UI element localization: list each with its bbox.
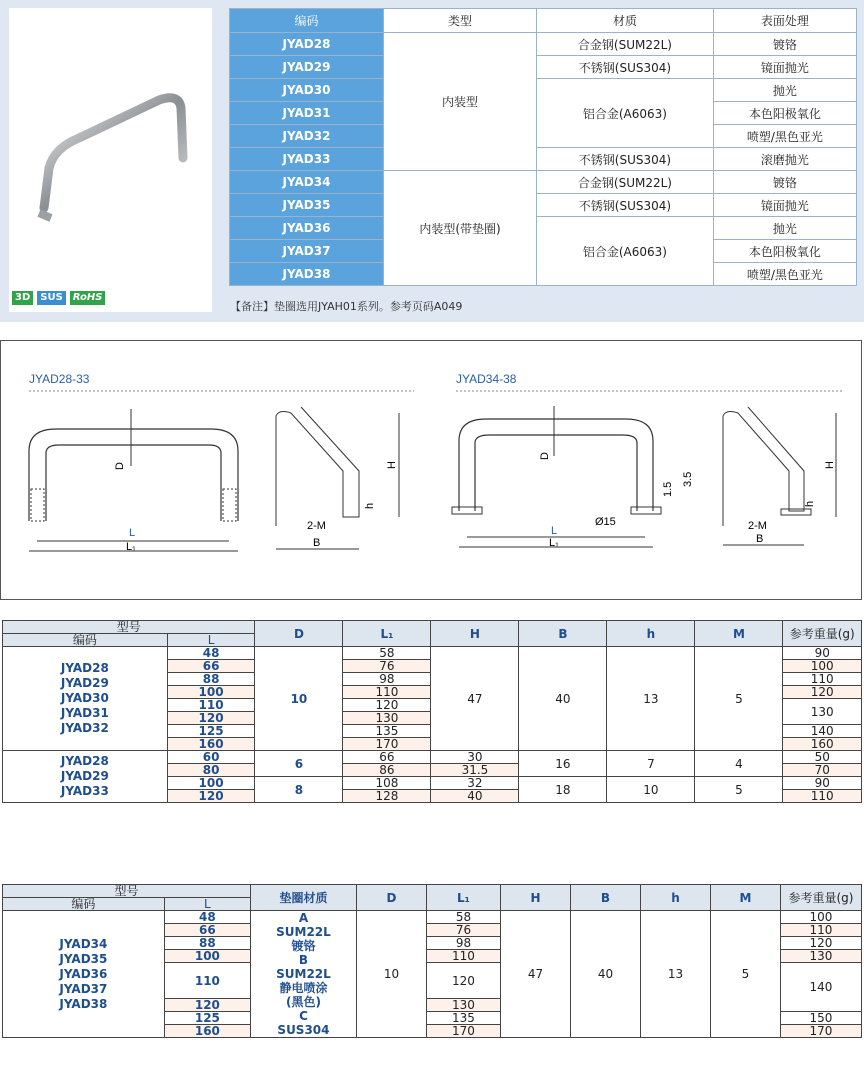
header-M: M <box>710 885 780 911</box>
material-cell: 不锈钢(SUS304) <box>537 148 714 171</box>
dim-3-5: 3.5 <box>682 471 694 487</box>
table-row <box>3 911 862 924</box>
L1-cell: 170 <box>343 738 431 751</box>
header-L: L <box>167 634 255 647</box>
weight-cell: 90 <box>783 647 862 660</box>
finish-cell: 抛光 <box>713 217 856 240</box>
D-cell: 10 <box>255 647 343 751</box>
finish-cell: 滚磨抛光 <box>713 148 856 171</box>
finish-cell: 喷塑/黑色亚光 <box>713 125 856 148</box>
code-cell[interactable]: JYAD29 <box>230 56 384 79</box>
header-h: h <box>640 885 710 911</box>
header-weight: 参考重量(g) <box>780 885 861 911</box>
weight-cell: 120 <box>783 686 862 699</box>
L-cell: 120 <box>167 712 255 725</box>
L1-cell: 128 <box>343 790 431 803</box>
L1-cell: 120 <box>343 699 431 712</box>
header-type: 类型 <box>384 9 537 33</box>
L-cell: 100 <box>164 950 250 963</box>
L1-cell: 120 <box>426 963 500 999</box>
code-cell[interactable]: JYAD33 <box>230 148 384 171</box>
L-cell: 48 <box>164 911 250 924</box>
finish-cell: 镜面抛光 <box>713 56 856 79</box>
badge-sus: SUS <box>37 291 66 305</box>
header-washer-material: 垫圈材质 <box>250 885 356 911</box>
H-cell: 31.5 <box>431 764 519 777</box>
finish-cell: 抛光 <box>713 79 856 102</box>
h-cell: 7 <box>607 751 695 777</box>
left-drawing-title: JYAD28-33 <box>29 372 90 386</box>
code-cell[interactable]: JYAD32 <box>230 125 384 148</box>
L-cell: 88 <box>164 937 250 950</box>
L1-cell: 130 <box>343 712 431 725</box>
dim-M-right: 2-M <box>748 520 767 532</box>
material-cell: 铝合金(A6063) <box>537 79 714 148</box>
weight-cell: 120 <box>780 937 861 950</box>
finish-cell: 镀铬 <box>713 33 856 56</box>
weight-cell: 150 <box>780 1012 861 1025</box>
weight-cell: 140 <box>783 725 862 738</box>
L-cell: 48 <box>167 647 255 660</box>
L-cell: 120 <box>167 790 255 803</box>
L-cell: 110 <box>164 963 250 999</box>
H-cell: 47 <box>500 911 570 1038</box>
L1-cell: 66 <box>343 751 431 764</box>
L-cell: 66 <box>164 924 250 937</box>
header-code: 编码 <box>3 634 168 647</box>
L1-cell: 108 <box>343 777 431 790</box>
code-group-2: JYAD28 JYAD29 JYAD33 <box>3 751 168 803</box>
product-photo <box>9 8 212 312</box>
material-cell: 不锈钢(SUS304) <box>537 194 714 217</box>
header-D: D <box>356 885 426 911</box>
dim-L-right: L <box>551 525 558 537</box>
badge-row <box>12 291 105 305</box>
material-cell: 合金钢(SUM22L) <box>537 33 714 56</box>
type-cell: 内装型 <box>384 33 537 171</box>
M-cell: 5 <box>710 911 780 1038</box>
L-cell: 66 <box>167 660 255 673</box>
table-row <box>230 217 857 240</box>
drawing-svg <box>1 341 863 601</box>
code-group-3: JYAD34 JYAD35 JYAD36 JYAD37 JYAD38 <box>3 911 165 1038</box>
L-cell: 120 <box>164 999 250 1012</box>
weight-cell: 110 <box>780 924 861 937</box>
L-cell: 160 <box>164 1025 250 1038</box>
header-finish: 表面处理 <box>713 9 856 33</box>
dim-D-left: D <box>114 462 126 470</box>
L1-cell: 130 <box>426 999 500 1012</box>
dim-L-left: L <box>129 527 136 539</box>
header-code: 编码 <box>3 898 165 911</box>
M-cell: 4 <box>695 751 783 777</box>
dim-L1-right: L₁ <box>549 537 559 549</box>
header-L1: L₁ <box>426 885 500 911</box>
weight-cell: 90 <box>783 777 862 790</box>
L-cell: 110 <box>167 699 255 712</box>
washer-material-cell: A SUM22L 镀铬 B SUM22L 静电喷涂 (黑色) C SUS304 <box>250 911 356 1038</box>
L1-cell: 58 <box>426 911 500 924</box>
weight-cell: 130 <box>780 950 861 963</box>
dim-d15: Ø15 <box>595 516 616 528</box>
material-cell: 合金钢(SUM22L) <box>537 171 714 194</box>
weight-cell: 100 <box>783 660 862 673</box>
L-cell: 100 <box>167 777 255 790</box>
table-row <box>230 148 857 171</box>
material-cell: 铝合金(A6063) <box>537 217 714 286</box>
code-cell[interactable]: JYAD36 <box>230 217 384 240</box>
header-H: H <box>431 621 519 647</box>
weight-cell: 160 <box>783 738 862 751</box>
H-cell: 40 <box>431 790 519 803</box>
header-model: 型号 <box>3 621 255 634</box>
product-header-panel <box>0 0 864 322</box>
h-cell: 10 <box>607 777 695 803</box>
weight-cell: 110 <box>783 790 862 803</box>
header-L1: L₁ <box>343 621 431 647</box>
table-row <box>3 751 862 764</box>
table-row <box>230 194 857 217</box>
dim-H-left: H <box>386 461 398 469</box>
code-cell[interactable]: JYAD28 <box>230 33 384 56</box>
header-M: M <box>695 621 783 647</box>
L1-cell: 110 <box>343 686 431 699</box>
header-model: 型号 <box>3 885 251 898</box>
dimension-table-2 <box>2 884 862 1038</box>
header-material: 材质 <box>537 9 714 33</box>
L1-cell: 170 <box>426 1025 500 1038</box>
table-row <box>230 56 857 79</box>
H-cell: 30 <box>431 751 519 764</box>
D-cell: 6 <box>255 751 343 777</box>
header-L: L <box>164 898 250 911</box>
L1-cell: 135 <box>426 1012 500 1025</box>
h-cell: 13 <box>640 911 710 1038</box>
finish-cell: 镀铬 <box>713 171 856 194</box>
code-cell[interactable]: JYAD35 <box>230 194 384 217</box>
B-cell: 16 <box>519 751 607 777</box>
material-cell: 不锈钢(SUS304) <box>537 56 714 79</box>
table-row <box>3 647 862 660</box>
badge-3d: 3D <box>12 291 33 305</box>
table-row <box>230 79 857 102</box>
L-cell: 80 <box>167 764 255 777</box>
L-cell: 125 <box>164 1012 250 1025</box>
L1-cell: 58 <box>343 647 431 660</box>
L1-cell: 135 <box>343 725 431 738</box>
D-cell: 10 <box>356 911 426 1038</box>
weight-cell: 50 <box>783 751 862 764</box>
H-cell: 47 <box>431 647 519 751</box>
dim-h-right: h <box>804 500 816 507</box>
M-cell: 5 <box>695 647 783 751</box>
header-code: 编码 <box>230 9 384 33</box>
footnote: 【备注】垫圈选用JYAH01系列。参考页码A049 <box>230 300 463 313</box>
table-header <box>230 9 857 33</box>
dimension-table-1 <box>2 620 862 803</box>
dim-H-right: H <box>824 461 836 469</box>
code-group-1: JYAD28 JYAD29 JYAD30 JYAD31 JYAD32 <box>3 647 168 751</box>
code-cell[interactable]: JYAD30 <box>230 79 384 102</box>
code-cell[interactable]: JYAD34 <box>230 171 384 194</box>
finish-cell: 本色阳极氧化 <box>713 102 856 125</box>
dim-L1-left: L₁ <box>126 541 136 553</box>
header-weight: 参考重量(g) <box>783 621 862 647</box>
selection-table <box>229 8 857 286</box>
L-cell: 125 <box>167 725 255 738</box>
L-cell: 60 <box>167 751 255 764</box>
weight-cell: 140 <box>780 963 861 1012</box>
header-B: B <box>570 885 640 911</box>
table-row <box>230 33 857 56</box>
D-cell: 8 <box>255 777 343 803</box>
type-cell: 内装型(带垫圈) <box>384 171 537 286</box>
dim-h-left: h <box>364 502 376 509</box>
header-h: h <box>607 621 695 647</box>
handle-image <box>9 8 212 312</box>
B-cell: 40 <box>570 911 640 1038</box>
header-D: D <box>255 621 343 647</box>
dim-1-5: 1.5 <box>662 481 674 497</box>
L1-cell: 98 <box>426 937 500 950</box>
B-cell: 18 <box>519 777 607 803</box>
dim-B-right: B <box>756 533 764 545</box>
h-cell: 13 <box>607 647 695 751</box>
L1-cell: 86 <box>343 764 431 777</box>
weight-cell: 70 <box>783 764 862 777</box>
right-drawing-title: JYAD34-38 <box>456 372 517 386</box>
L1-cell: 98 <box>343 673 431 686</box>
L-cell: 100 <box>167 686 255 699</box>
dim-M-left: 2-M <box>307 520 326 532</box>
L-cell: 160 <box>167 738 255 751</box>
M-cell: 5 <box>695 777 783 803</box>
weight-cell: 170 <box>780 1025 861 1038</box>
dim-D-right: D <box>539 452 551 460</box>
code-cell[interactable]: JYAD31 <box>230 102 384 125</box>
L-cell: 88 <box>167 673 255 686</box>
finish-cell: 镜面抛光 <box>713 194 856 217</box>
technical-drawing <box>0 340 862 600</box>
badge-rohs: RoHS <box>70 291 106 305</box>
code-cell[interactable]: JYAD38 <box>230 263 384 286</box>
weight-cell: 130 <box>783 699 862 725</box>
H-cell: 32 <box>431 777 519 790</box>
L1-cell: 110 <box>426 950 500 963</box>
weight-cell: 100 <box>780 911 861 924</box>
finish-cell: 本色阳极氧化 <box>713 240 856 263</box>
finish-cell: 喷塑/黑色亚光 <box>713 263 856 286</box>
dim-B-left: B <box>313 537 321 549</box>
B-cell: 40 <box>519 647 607 751</box>
L1-cell: 76 <box>426 924 500 937</box>
header-H: H <box>500 885 570 911</box>
code-cell[interactable]: JYAD37 <box>230 240 384 263</box>
L1-cell: 76 <box>343 660 431 673</box>
header-B: B <box>519 621 607 647</box>
table-row <box>230 171 857 194</box>
weight-cell: 110 <box>783 673 862 686</box>
